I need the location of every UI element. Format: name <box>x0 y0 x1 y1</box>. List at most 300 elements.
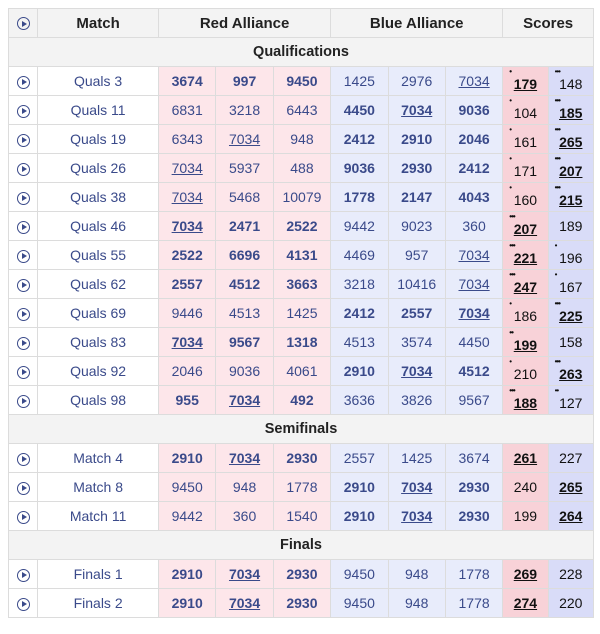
red-team[interactable] <box>216 299 273 328</box>
blue-score <box>548 328 593 357</box>
team-number[interactable]: 1425 <box>286 305 318 321</box>
team-number[interactable]: 9036 <box>228 363 261 379</box>
team-number[interactable]: 2522 <box>171 247 203 263</box>
play-icon[interactable] <box>17 511 30 524</box>
blue-team[interactable] <box>445 444 502 473</box>
blue-team[interactable] <box>331 444 388 473</box>
team-number[interactable]: 3674 <box>458 450 490 466</box>
play-icon[interactable] <box>17 279 30 292</box>
match-link[interactable]: Match 11 <box>38 502 159 531</box>
play-icon[interactable] <box>17 395 30 408</box>
team-number[interactable]: 9442 <box>343 218 375 234</box>
video-cell[interactable] <box>9 125 38 154</box>
team-number[interactable]: 5937 <box>228 160 261 176</box>
score-value: 215 <box>559 192 583 208</box>
blue-team[interactable] <box>331 589 388 618</box>
video-cell[interactable] <box>9 299 38 328</box>
team-number[interactable]: 3663 <box>286 276 318 292</box>
score-value: 167 <box>559 279 583 295</box>
team-number[interactable]: 2910 <box>171 450 203 466</box>
red-team[interactable] <box>273 154 330 183</box>
red-team[interactable] <box>273 299 330 328</box>
red-team[interactable] <box>159 589 216 618</box>
team-number[interactable]: 488 <box>290 160 314 176</box>
red-team[interactable] <box>159 125 216 154</box>
blue-team[interactable] <box>445 212 502 241</box>
blue-team[interactable] <box>331 270 388 299</box>
blue-team[interactable] <box>388 67 445 96</box>
red-team[interactable] <box>159 473 216 502</box>
play-icon[interactable] <box>17 221 30 234</box>
match-link[interactable]: Match 8 <box>38 473 159 502</box>
team-number[interactable]: 4513 <box>228 305 261 321</box>
blue-team[interactable] <box>445 125 502 154</box>
team-number[interactable]: 2046 <box>458 131 490 147</box>
score-value: 207 <box>513 221 538 237</box>
match-rows <box>9 38 594 618</box>
table-row <box>9 357 594 386</box>
team-number[interactable]: 2910 <box>171 595 203 611</box>
score-value: 263 <box>559 366 583 382</box>
match-link[interactable]: Quals 69 <box>38 299 159 328</box>
score-value: 104 <box>513 105 538 121</box>
red-team[interactable] <box>216 357 273 386</box>
team-number[interactable]: 948 <box>405 595 429 611</box>
team-number[interactable]: 2147 <box>401 189 433 205</box>
red-team[interactable] <box>216 502 273 531</box>
team-number[interactable]: 4061 <box>286 363 318 379</box>
red-team[interactable] <box>216 589 273 618</box>
video-cell[interactable] <box>9 241 38 270</box>
score-value: 240 <box>513 479 538 495</box>
match-link[interactable]: Quals 55 <box>38 241 159 270</box>
red-team[interactable] <box>273 328 330 357</box>
blue-team[interactable] <box>331 183 388 212</box>
team-number[interactable]: 9442 <box>171 508 203 524</box>
team-number[interactable]: 3636 <box>343 392 375 408</box>
match-link[interactable]: Quals 38 <box>38 183 159 212</box>
match-link[interactable]: Quals 11 <box>38 96 159 125</box>
red-team[interactable] <box>159 444 216 473</box>
ranking-points-dots: • <box>509 357 512 366</box>
team-number[interactable]: 4513 <box>343 334 375 350</box>
play-icon[interactable] <box>17 250 30 263</box>
table-row <box>9 96 594 125</box>
red-team[interactable] <box>273 473 330 502</box>
match-link[interactable]: Finals 2 <box>38 589 159 618</box>
red-team[interactable] <box>273 183 330 212</box>
team-number[interactable]: 7034 <box>458 305 490 321</box>
blue-score <box>548 183 593 212</box>
red-team[interactable] <box>216 183 273 212</box>
team-number[interactable]: 9446 <box>171 305 203 321</box>
team-number[interactable]: 7034 <box>401 363 433 379</box>
team-number[interactable]: 2046 <box>171 363 203 379</box>
red-team[interactable] <box>216 270 273 299</box>
red-team[interactable] <box>273 589 330 618</box>
match-link[interactable]: Quals 46 <box>38 212 159 241</box>
team-number[interactable]: 7034 <box>458 247 490 263</box>
play-icon[interactable] <box>17 569 30 582</box>
play-icon[interactable] <box>17 308 30 321</box>
blue-score <box>548 502 593 531</box>
blue-score <box>548 96 593 125</box>
match-link[interactable]: Quals 3 <box>38 67 159 96</box>
team-number[interactable]: 7034 <box>171 160 203 176</box>
team-number[interactable]: 9567 <box>458 392 490 408</box>
team-number[interactable]: 2471 <box>228 218 261 234</box>
red-team[interactable] <box>216 386 273 415</box>
red-team[interactable] <box>216 560 273 589</box>
blue-score <box>548 241 593 270</box>
team-number[interactable]: 7034 <box>171 189 203 205</box>
team-number[interactable]: 360 <box>462 218 486 234</box>
blue-team[interactable] <box>388 502 445 531</box>
blue-team[interactable] <box>445 473 502 502</box>
team-number[interactable]: 9036 <box>458 102 490 118</box>
blue-team[interactable] <box>445 357 502 386</box>
red-team[interactable] <box>273 560 330 589</box>
team-number[interactable]: 6343 <box>171 131 203 147</box>
red-score <box>503 154 548 183</box>
video-cell[interactable] <box>9 212 38 241</box>
team-number[interactable]: 4512 <box>228 276 261 292</box>
red-team[interactable] <box>216 473 273 502</box>
blue-score <box>548 560 593 589</box>
section-title: Finals <box>9 531 594 560</box>
team-number[interactable]: 9450 <box>343 595 375 611</box>
blue-team[interactable] <box>331 241 388 270</box>
play-icon[interactable] <box>17 366 30 379</box>
video-cell[interactable] <box>9 560 38 589</box>
team-number[interactable]: 10079 <box>282 189 322 205</box>
team-number[interactable]: 2910 <box>171 566 203 582</box>
video-cell[interactable] <box>9 444 38 473</box>
blue-team[interactable] <box>388 386 445 415</box>
team-number[interactable]: 360 <box>232 508 257 524</box>
red-score <box>503 386 548 415</box>
red-score <box>503 502 548 531</box>
play-icon[interactable] <box>17 192 30 205</box>
video-cell[interactable] <box>9 386 38 415</box>
blue-team[interactable] <box>388 183 445 212</box>
blue-team[interactable] <box>331 212 388 241</box>
blue-team[interactable] <box>388 328 445 357</box>
blue-score <box>548 386 593 415</box>
team-number[interactable]: 1425 <box>401 450 433 466</box>
red-team[interactable] <box>159 67 216 96</box>
blue-team[interactable] <box>331 560 388 589</box>
red-team[interactable] <box>159 96 216 125</box>
blue-team[interactable] <box>445 154 502 183</box>
team-number[interactable]: 9567 <box>228 334 261 350</box>
video-cell[interactable] <box>9 183 38 212</box>
blue-team[interactable] <box>388 125 445 154</box>
red-team[interactable] <box>273 357 330 386</box>
team-number[interactable]: 955 <box>175 392 199 408</box>
match-link[interactable]: Quals 83 <box>38 328 159 357</box>
blue-team[interactable] <box>388 444 445 473</box>
red-team[interactable] <box>216 67 273 96</box>
play-icon[interactable] <box>17 337 30 350</box>
blue-team[interactable] <box>388 357 445 386</box>
header-match: Match <box>38 9 159 38</box>
team-number[interactable]: 7034 <box>401 102 433 118</box>
red-team[interactable] <box>216 241 273 270</box>
team-number[interactable]: 3574 <box>401 334 433 350</box>
red-team[interactable] <box>159 386 216 415</box>
team-number[interactable]: 492 <box>290 392 314 408</box>
blue-team[interactable] <box>445 328 502 357</box>
ranking-points-dots: ••• <box>554 299 560 308</box>
score-value: 227 <box>559 450 583 466</box>
team-number[interactable]: 6443 <box>286 102 318 118</box>
blue-team[interactable] <box>331 502 388 531</box>
video-cell[interactable] <box>9 154 38 183</box>
table-row <box>9 212 594 241</box>
video-cell[interactable] <box>9 96 38 125</box>
team-number[interactable]: 948 <box>232 479 257 495</box>
blue-team[interactable] <box>445 560 502 589</box>
video-cell[interactable] <box>9 270 38 299</box>
team-number[interactable]: 2930 <box>286 595 318 611</box>
blue-team[interactable] <box>388 96 445 125</box>
blue-team[interactable] <box>388 560 445 589</box>
team-number[interactable]: 2557 <box>401 305 433 321</box>
blue-team[interactable] <box>331 328 388 357</box>
blue-team[interactable] <box>331 386 388 415</box>
team-number[interactable]: 9450 <box>286 73 318 89</box>
blue-team[interactable] <box>388 241 445 270</box>
ranking-points-dots: • <box>509 154 512 163</box>
play-icon[interactable] <box>17 105 30 118</box>
team-number[interactable]: 957 <box>405 247 429 263</box>
ranking-points-dots: • <box>509 183 512 192</box>
team-number[interactable]: 2412 <box>343 305 375 321</box>
blue-score <box>548 270 593 299</box>
blue-team[interactable] <box>445 270 502 299</box>
match-link[interactable]: Quals 26 <box>38 154 159 183</box>
red-team[interactable] <box>273 502 330 531</box>
video-cell[interactable] <box>9 357 38 386</box>
score-value: 188 <box>513 395 538 411</box>
red-team[interactable] <box>216 212 273 241</box>
team-number[interactable]: 9450 <box>343 566 375 582</box>
team-number[interactable]: 2930 <box>458 479 490 495</box>
match-link[interactable]: Quals 92 <box>38 357 159 386</box>
team-number[interactable]: 6696 <box>228 247 261 263</box>
score-value: 158 <box>559 334 583 350</box>
team-number[interactable]: 3826 <box>401 392 433 408</box>
blue-team[interactable] <box>331 96 388 125</box>
team-number[interactable]: 3218 <box>228 102 261 118</box>
ranking-points-dots: ••• <box>509 241 515 250</box>
team-number[interactable]: 7034 <box>458 276 490 292</box>
team-number[interactable]: 7034 <box>401 479 433 495</box>
team-number[interactable]: 9450 <box>171 479 203 495</box>
red-team[interactable] <box>216 328 273 357</box>
team-number[interactable]: 4512 <box>458 363 490 379</box>
red-score <box>503 67 548 96</box>
team-number[interactable]: 1318 <box>286 334 318 350</box>
team-number[interactable]: 1778 <box>286 479 318 495</box>
team-number[interactable]: 3218 <box>343 276 375 292</box>
red-team[interactable] <box>273 96 330 125</box>
red-score <box>503 183 548 212</box>
team-number[interactable]: 4450 <box>343 102 375 118</box>
team-number[interactable]: 1425 <box>343 73 375 89</box>
team-number[interactable]: 4043 <box>458 189 490 205</box>
blue-team[interactable] <box>388 212 445 241</box>
team-number[interactable]: 2522 <box>286 218 318 234</box>
team-number[interactable]: 4131 <box>286 247 318 263</box>
team-number[interactable]: 1778 <box>458 595 490 611</box>
team-number[interactable]: 2412 <box>458 160 490 176</box>
team-number[interactable]: 9023 <box>401 218 433 234</box>
red-score <box>503 212 548 241</box>
red-team[interactable] <box>159 299 216 328</box>
play-icon[interactable] <box>17 17 30 30</box>
red-team[interactable] <box>159 357 216 386</box>
blue-team[interactable] <box>331 357 388 386</box>
blue-team[interactable] <box>445 96 502 125</box>
play-icon[interactable] <box>17 482 30 495</box>
blue-team[interactable] <box>445 67 502 96</box>
ranking-points-dots: ••• <box>554 183 560 192</box>
team-number[interactable]: 7034 <box>401 508 433 524</box>
team-number[interactable]: 7034 <box>228 566 261 582</box>
team-number[interactable]: 948 <box>290 131 314 147</box>
team-number[interactable]: 7034 <box>228 595 261 611</box>
red-team[interactable] <box>159 328 216 357</box>
red-team[interactable] <box>273 241 330 270</box>
blue-team[interactable] <box>331 154 388 183</box>
team-number[interactable]: 3674 <box>171 73 203 89</box>
blue-team[interactable] <box>331 125 388 154</box>
team-number[interactable]: 2930 <box>286 566 318 582</box>
play-icon[interactable] <box>17 134 30 147</box>
team-number[interactable]: 2976 <box>401 73 433 89</box>
blue-team[interactable] <box>445 386 502 415</box>
red-team[interactable] <box>216 444 273 473</box>
blue-team[interactable] <box>331 67 388 96</box>
video-cell[interactable] <box>9 589 38 618</box>
red-team[interactable] <box>216 96 273 125</box>
red-score <box>503 473 548 502</box>
team-number[interactable]: 2930 <box>401 160 433 176</box>
team-number[interactable]: 2910 <box>343 363 375 379</box>
team-number[interactable]: 2557 <box>171 276 203 292</box>
red-team[interactable] <box>159 502 216 531</box>
red-team[interactable] <box>273 125 330 154</box>
team-number[interactable]: 5468 <box>228 189 261 205</box>
match-link[interactable]: Quals 19 <box>38 125 159 154</box>
team-number[interactable]: 7034 <box>228 392 261 408</box>
team-number[interactable]: 2412 <box>343 131 375 147</box>
team-number[interactable]: 2910 <box>343 479 375 495</box>
team-number[interactable]: 2930 <box>286 450 318 466</box>
video-cell[interactable] <box>9 473 38 502</box>
match-link[interactable]: Quals 98 <box>38 386 159 415</box>
red-team[interactable] <box>159 241 216 270</box>
blue-team[interactable] <box>388 589 445 618</box>
team-number[interactable]: 10416 <box>397 276 437 292</box>
red-score <box>503 299 548 328</box>
play-icon[interactable] <box>17 598 30 611</box>
team-number[interactable]: 7034 <box>171 218 203 234</box>
red-team[interactable] <box>159 560 216 589</box>
team-number[interactable]: 1540 <box>286 508 318 524</box>
video-cell[interactable] <box>9 67 38 96</box>
red-team[interactable] <box>159 212 216 241</box>
video-cell[interactable] <box>9 328 38 357</box>
blue-team[interactable] <box>445 241 502 270</box>
red-team[interactable] <box>273 444 330 473</box>
team-number[interactable]: 4469 <box>343 247 375 263</box>
team-number[interactable]: 7034 <box>228 450 261 466</box>
team-number[interactable]: 1778 <box>458 566 490 582</box>
team-number[interactable]: 6831 <box>171 102 203 118</box>
team-number[interactable]: 948 <box>405 566 429 582</box>
score-value: 160 <box>513 192 538 208</box>
red-team[interactable] <box>159 183 216 212</box>
blue-team[interactable] <box>445 589 502 618</box>
red-team[interactable] <box>273 386 330 415</box>
blue-team[interactable] <box>445 183 502 212</box>
video-cell[interactable] <box>9 502 38 531</box>
team-number[interactable]: 7034 <box>228 131 261 147</box>
blue-team[interactable] <box>388 154 445 183</box>
red-team[interactable] <box>273 67 330 96</box>
blue-team[interactable] <box>445 502 502 531</box>
blue-team[interactable] <box>445 299 502 328</box>
team-number[interactable]: 9036 <box>343 160 375 176</box>
team-number[interactable]: 1778 <box>343 189 375 205</box>
team-number[interactable]: 997 <box>232 73 257 89</box>
team-number[interactable]: 7034 <box>171 334 203 350</box>
red-team[interactable] <box>159 270 216 299</box>
ranking-points-dots: ••• <box>509 212 515 221</box>
play-icon[interactable] <box>17 453 30 466</box>
blue-team[interactable] <box>388 270 445 299</box>
ranking-points-dots: • <box>509 125 512 134</box>
red-team[interactable] <box>159 154 216 183</box>
blue-team[interactable] <box>331 473 388 502</box>
match-link[interactable]: Quals 62 <box>38 270 159 299</box>
blue-team[interactable] <box>388 473 445 502</box>
team-number[interactable]: 2930 <box>458 508 490 524</box>
table-row <box>9 473 594 502</box>
team-number[interactable]: 7034 <box>458 73 490 89</box>
play-icon[interactable] <box>17 163 30 176</box>
red-team[interactable] <box>216 154 273 183</box>
match-link[interactable]: Match 4 <box>38 444 159 473</box>
team-number[interactable]: 2557 <box>343 450 375 466</box>
team-number[interactable]: 2910 <box>343 508 375 524</box>
play-icon[interactable] <box>17 76 30 89</box>
blue-team[interactable] <box>388 299 445 328</box>
red-team[interactable] <box>273 212 330 241</box>
team-number[interactable]: 4450 <box>458 334 490 350</box>
red-team[interactable] <box>216 125 273 154</box>
table-row <box>9 299 594 328</box>
team-number[interactable]: 2910 <box>401 131 433 147</box>
blue-team[interactable] <box>331 299 388 328</box>
red-team[interactable] <box>273 270 330 299</box>
header-row <box>9 9 594 38</box>
match-link[interactable]: Finals 1 <box>38 560 159 589</box>
header-video[interactable] <box>9 9 38 38</box>
